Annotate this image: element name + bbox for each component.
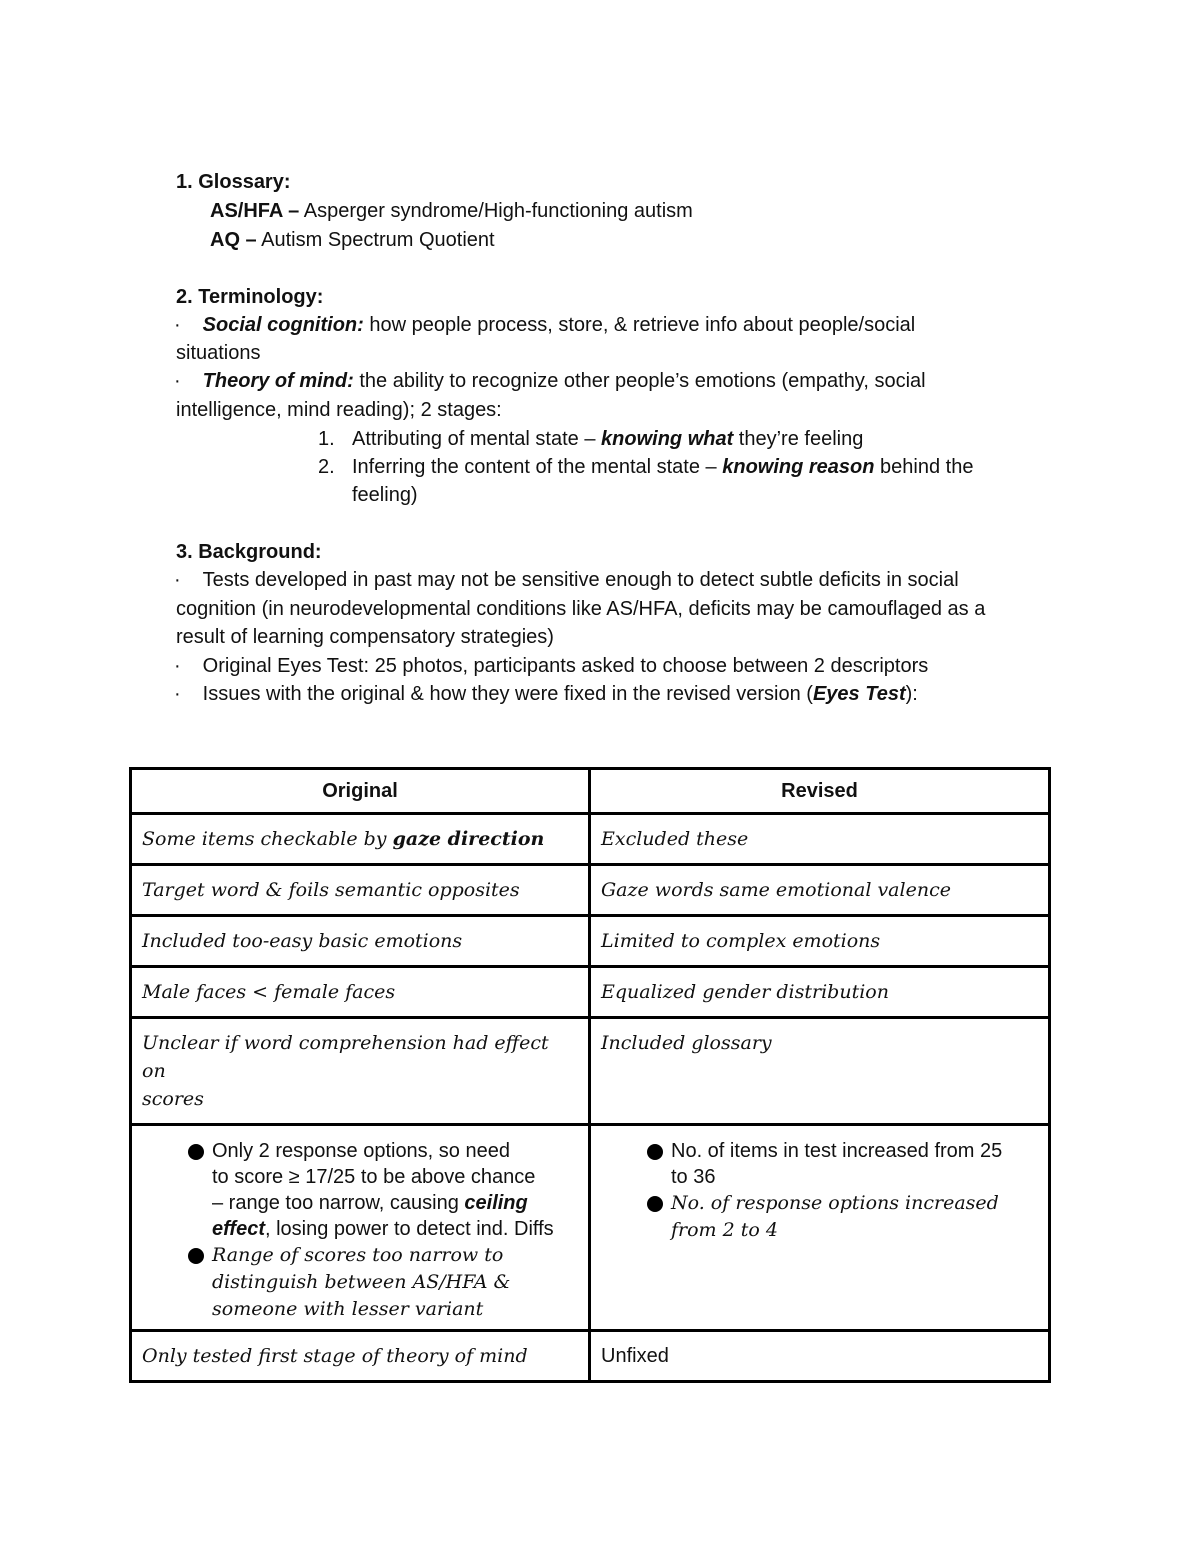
table-row — [131, 1125, 1050, 1331]
social-cognition-definition: how people process, store, & retrieve info about people/social — [363, 314, 916, 336]
stage-number: 1. — [318, 428, 335, 450]
background-bullet-line — [174, 680, 918, 708]
glossary-heading: 1. Glossary: — [176, 171, 291, 193]
cell-text — [212, 1190, 578, 1216]
bullet-marker: · — [174, 683, 181, 705]
glossary-term: AQ – — [210, 229, 257, 251]
background-text: result of learning compensatory strategies) — [176, 626, 554, 648]
cell-text: Some items checkable by — [142, 828, 393, 850]
background-text: ): — [905, 683, 918, 705]
bullet-dot-icon — [647, 1144, 663, 1160]
cell-text: to score ≥ 17/25 to be above chance — [212, 1166, 536, 1188]
background-bullet-line — [174, 652, 928, 680]
cell-revised: Unfixed — [590, 1331, 1050, 1382]
cell-text — [212, 1216, 578, 1242]
cell-text: No. of items in test increased from 25 — [671, 1140, 1003, 1162]
cell-text: – range too narrow, causing — [212, 1192, 465, 1214]
bullet-marker: · — [174, 314, 181, 336]
cell-text: scores — [142, 1088, 204, 1110]
table-row — [131, 916, 1050, 967]
cell-revised: Limited to complex emotions — [590, 916, 1050, 967]
stage-text — [352, 453, 973, 481]
term-theory-of-mind: Theory of mind: — [202, 370, 354, 392]
cell-original — [131, 1125, 590, 1331]
background-heading: 3. Background: — [176, 541, 322, 563]
effect-emphasis: effect — [212, 1218, 265, 1240]
ceiling-emphasis: ceiling — [464, 1192, 528, 1214]
terminology-heading: 2. Terminology: — [176, 286, 324, 308]
header-original: Original — [131, 769, 590, 814]
table-row — [131, 967, 1050, 1018]
cell-emphasis: gaze direction — [392, 828, 545, 850]
cell-original — [131, 1018, 590, 1125]
comparison-table — [129, 767, 1051, 1383]
cell-text: No. of response options increased — [671, 1192, 999, 1214]
terminology-bullet-line — [174, 311, 915, 339]
list-item — [142, 1138, 578, 1242]
background-text: Tests developed in past may not be sensitive enough to detect subtle deficits in social — [202, 569, 959, 591]
stage-text-post: they’re feeling — [733, 428, 864, 450]
bullet-marker: · — [174, 370, 181, 392]
glossary-definition: Autism Spectrum Quotient — [256, 229, 495, 251]
eyes-test-emphasis: Eyes Test — [812, 683, 906, 705]
bullet-dot-icon — [188, 1144, 204, 1160]
glossary-definition: Asperger syndrome/High-functioning autism — [299, 200, 693, 222]
cell-text: to 36 — [671, 1166, 716, 1188]
cell-text: Only 2 response options, so need — [212, 1140, 510, 1162]
cell-revised: Excluded these — [590, 814, 1050, 865]
cell-text: distinguish between AS/HFA & — [212, 1271, 511, 1293]
stage-text — [352, 425, 863, 453]
stage-text-pre: Attributing of mental state – — [352, 428, 596, 450]
list-item — [601, 1190, 1038, 1244]
stage-text-post: behind the — [874, 456, 974, 478]
terminology-bullet-line — [174, 367, 926, 395]
stage-continuation: feeling) — [352, 484, 418, 506]
cell-original: Only tested first stage of theory of mind — [131, 1331, 590, 1382]
background-text: cognition (in neurodevelopmental conditions like AS/HFA, deficits may be camouflaged as a — [176, 598, 986, 620]
term-social-cognition: Social cognition: — [202, 314, 364, 336]
cell-revised: Equalized gender distribution — [590, 967, 1050, 1018]
table-row — [131, 814, 1050, 865]
cell-text: from 2 to 4 — [671, 1219, 778, 1241]
cell-text: Range of scores too narrow to — [212, 1244, 504, 1266]
cell-original — [131, 814, 590, 865]
background-text: Original Eyes Test: 25 photos, participants asked to choose between 2 descriptors — [202, 655, 929, 677]
stage-text-pre: Inferring the content of the mental state – — [352, 456, 717, 478]
cell-text: Unclear if word comprehension had effect on — [142, 1032, 549, 1082]
glossary-term: AS/HFA – — [210, 200, 300, 222]
theory-of-mind-continuation: intelligence, mind reading); 2 stages: — [176, 399, 502, 421]
table-row — [131, 1331, 1050, 1382]
glossary-item — [210, 226, 495, 254]
bullet-dot-icon — [647, 1196, 663, 1212]
cell-revised: Included glossary — [590, 1018, 1050, 1125]
bullet-dot-icon — [188, 1248, 204, 1264]
header-revised: Revised — [590, 769, 1050, 814]
stage-emphasis: knowing reason — [722, 456, 875, 478]
cell-revised: Gaze words same emotional valence — [590, 865, 1050, 916]
stage-number: 2. — [318, 456, 335, 478]
table-row — [131, 1018, 1050, 1125]
cell-original: Target word & foils semantic opposites — [131, 865, 590, 916]
table-row — [131, 865, 1050, 916]
background-text: Issues with the original & how they were fixed in the revised version ( — [202, 683, 813, 705]
cell-revised — [590, 1125, 1050, 1331]
cell-original: Male faces < female faces — [131, 967, 590, 1018]
bullet-marker: · — [174, 569, 181, 591]
bullet-marker: · — [174, 655, 181, 677]
cell-text: , losing power to detect ind. Diffs — [265, 1218, 554, 1240]
list-item — [601, 1138, 1038, 1190]
table-header-row — [131, 769, 1050, 814]
cell-text: someone with lesser variant — [212, 1298, 484, 1320]
stage-emphasis: knowing what — [601, 428, 734, 450]
list-item — [142, 1242, 578, 1323]
cell-original: Included too-easy basic emotions — [131, 916, 590, 967]
theory-of-mind-definition: the ability to recognize other people’s emotions (empathy, social — [353, 370, 926, 392]
glossary-item — [210, 197, 693, 225]
background-bullet-line — [174, 566, 959, 594]
social-cognition-continuation: situations — [176, 342, 261, 364]
